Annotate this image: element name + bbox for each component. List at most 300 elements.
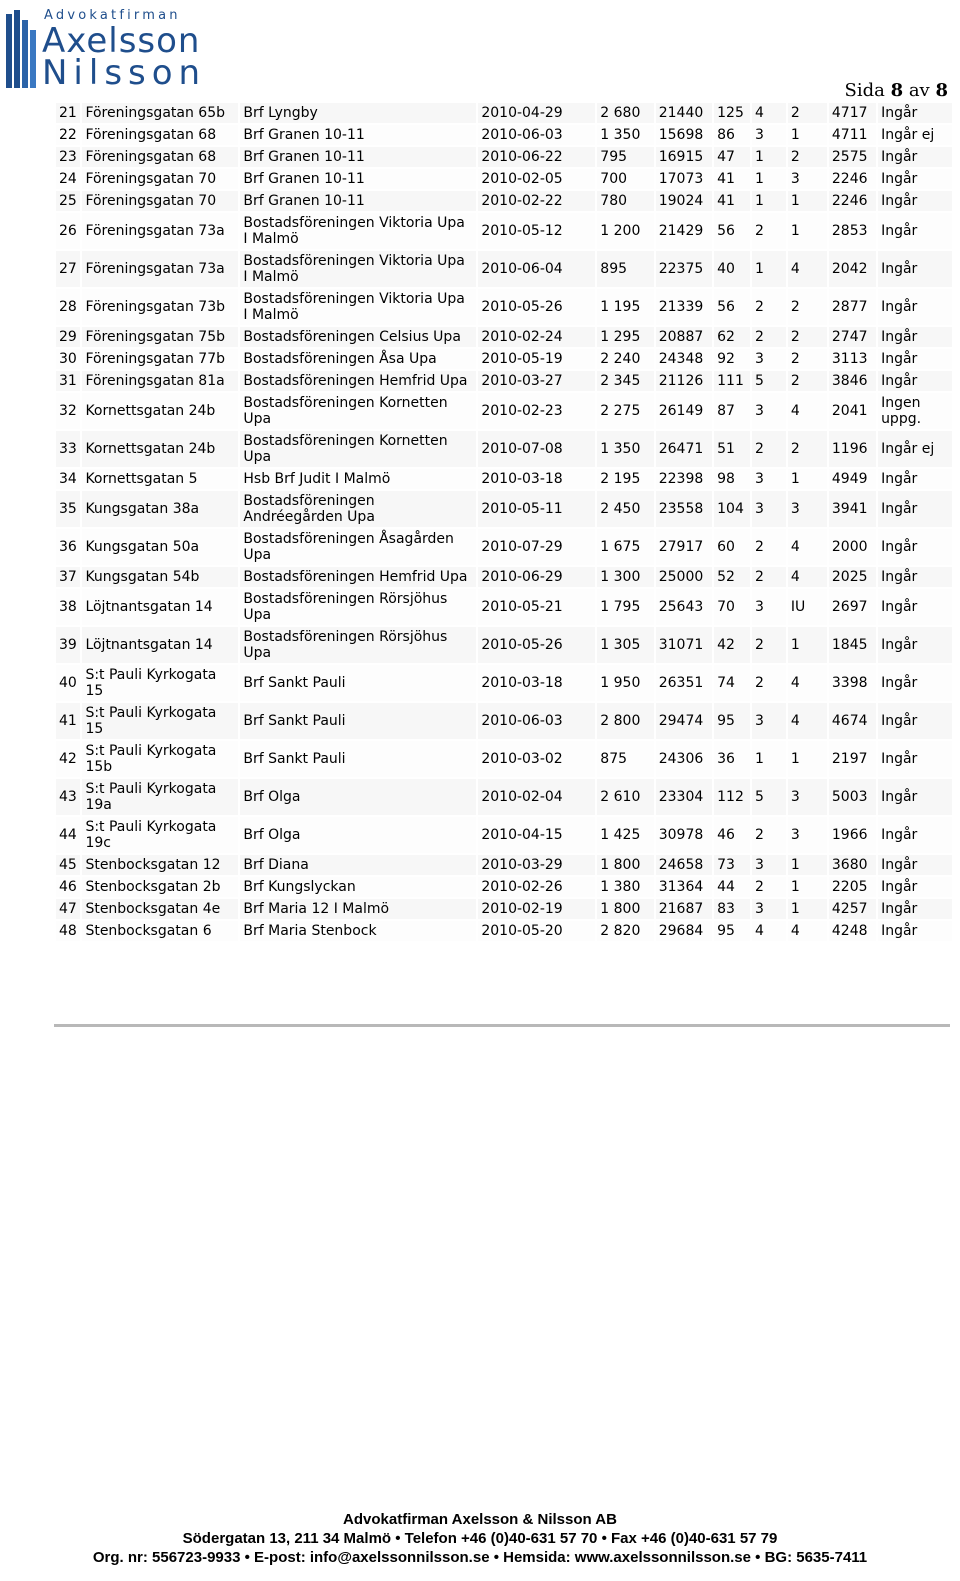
cell-floor: 4: [788, 393, 827, 429]
cell-rooms: 2: [752, 665, 786, 701]
table-row: [56, 103, 952, 123]
table-row: [56, 169, 952, 189]
cell-area: 2 240: [597, 349, 653, 369]
cell-date: 2010-03-02: [478, 741, 595, 777]
cell-floor: 1: [788, 213, 827, 249]
cell-size: 74: [714, 665, 750, 701]
cell-price-per-sqm: 21440: [656, 103, 712, 123]
cell-price-per-sqm: 23558: [656, 491, 712, 527]
cell-size: 125: [714, 103, 750, 123]
cell-association: Bostadsföreningen Viktoria Upa I Malmö: [240, 251, 476, 287]
cell-floor: 4: [788, 529, 827, 565]
cell-floor: 3: [788, 817, 827, 853]
table-row: [56, 431, 952, 467]
cell-size: 41: [714, 191, 750, 211]
cell-rooms: 4: [752, 103, 786, 123]
cell-status: Ingår: [878, 147, 952, 167]
cell-address: Föreningsgatan 81a: [82, 371, 238, 391]
cell-fee: 4949: [829, 469, 876, 489]
cell-rooms: 5: [752, 371, 786, 391]
cell-address: Föreningsgatan 73b: [82, 289, 238, 325]
cell-row-number: 37: [56, 567, 80, 587]
cell-row-number: 46: [56, 877, 80, 897]
cell-price-per-sqm: 29684: [656, 921, 712, 941]
cell-fee: 1966: [829, 817, 876, 853]
cell-fee: 1196: [829, 431, 876, 467]
cell-area: 2 275: [597, 393, 653, 429]
cell-rooms: 2: [752, 213, 786, 249]
cell-rooms: 2: [752, 877, 786, 897]
cell-fee: 1845: [829, 627, 876, 663]
table-row: [56, 491, 952, 527]
cell-date: 2010-02-22: [478, 191, 595, 211]
cell-floor: 1: [788, 469, 827, 489]
cell-floor: 1: [788, 191, 827, 211]
cell-area: 1 425: [597, 817, 653, 853]
cell-address: Föreningsgatan 75b: [82, 327, 238, 347]
cell-size: 40: [714, 251, 750, 287]
cell-floor: 1: [788, 877, 827, 897]
cell-association: Bostadsföreningen Hemfrid Upa: [240, 371, 476, 391]
cell-price-per-sqm: 21126: [656, 371, 712, 391]
cell-association: Hsb Brf Judit I Malmö: [240, 469, 476, 489]
cell-rooms: 2: [752, 529, 786, 565]
cell-price-per-sqm: 31364: [656, 877, 712, 897]
cell-floor: 1: [788, 627, 827, 663]
cell-date: 2010-06-22: [478, 147, 595, 167]
cell-date: 2010-05-21: [478, 589, 595, 625]
cell-area: 1 800: [597, 899, 653, 919]
table-row: [56, 289, 952, 325]
footer-contact: Org. nr: 556723-9933 • E-post: info@axelssonnilsson.se • Hemsida: www.axelssonnilsson.se • BG: 5635-7411: [92, 1549, 868, 1566]
cell-floor: 2: [788, 431, 827, 467]
logo-tagline: Advokatfirman: [44, 8, 181, 23]
cell-fee: 2853: [829, 213, 876, 249]
cell-area: 1 795: [597, 589, 653, 625]
table-row: [56, 779, 952, 815]
cell-association: Brf Olga: [240, 779, 476, 815]
cell-date: 2010-05-12: [478, 213, 595, 249]
cell-date: 2010-05-26: [478, 289, 595, 325]
cell-rooms: 3: [752, 349, 786, 369]
cell-floor: 2: [788, 327, 827, 347]
cell-row-number: 43: [56, 779, 80, 815]
cell-size: 56: [714, 213, 750, 249]
cell-fee: 2205: [829, 877, 876, 897]
cell-fee: 4248: [829, 921, 876, 941]
cell-rooms: 2: [752, 289, 786, 325]
cell-area: 2 450: [597, 491, 653, 527]
cell-row-number: 45: [56, 855, 80, 875]
cell-date: 2010-03-18: [478, 665, 595, 701]
cell-row-number: 39: [56, 627, 80, 663]
cell-fee: 2747: [829, 327, 876, 347]
cell-status: Ingår: [878, 103, 952, 123]
cell-floor: 1: [788, 899, 827, 919]
cell-association: Brf Maria Stenbock: [240, 921, 476, 941]
cell-association: Bostadsföreningen Rörsjöhus Upa: [240, 589, 476, 625]
cell-area: 1 350: [597, 125, 653, 145]
cell-size: 52: [714, 567, 750, 587]
cell-association: Brf Sankt Pauli: [240, 703, 476, 739]
cell-date: 2010-05-26: [478, 627, 595, 663]
cell-size: 73: [714, 855, 750, 875]
cell-rooms: 2: [752, 627, 786, 663]
cell-price-per-sqm: 21687: [656, 899, 712, 919]
cell-rooms: 2: [752, 431, 786, 467]
cell-association: Brf Granen 10-11: [240, 147, 476, 167]
cell-row-number: 26: [56, 213, 80, 249]
cell-rooms: 1: [752, 741, 786, 777]
cell-status: Ingår: [878, 817, 952, 853]
cell-row-number: 21: [56, 103, 80, 123]
cell-row-number: 28: [56, 289, 80, 325]
table-row: [56, 589, 952, 625]
cell-association: Brf Diana: [240, 855, 476, 875]
table-row: [56, 665, 952, 701]
cell-size: 104: [714, 491, 750, 527]
cell-area: 2 820: [597, 921, 653, 941]
cell-area: 2 610: [597, 779, 653, 815]
cell-address: Kungsgatan 54b: [82, 567, 238, 587]
cell-floor: 4: [788, 703, 827, 739]
cell-size: 47: [714, 147, 750, 167]
cell-address: Föreningsgatan 68: [82, 147, 238, 167]
cell-status: Ingår: [878, 169, 952, 189]
cell-row-number: 36: [56, 529, 80, 565]
cell-row-number: 34: [56, 469, 80, 489]
table-row: [56, 703, 952, 739]
table-row: [56, 393, 952, 429]
table-row: [56, 817, 952, 853]
cell-row-number: 40: [56, 665, 80, 701]
cell-status: Ingår: [878, 289, 952, 325]
cell-rooms: 3: [752, 125, 786, 145]
page-label: Sida: [844, 80, 885, 101]
cell-status: Ingår: [878, 349, 952, 369]
cell-date: 2010-06-04: [478, 251, 595, 287]
cell-address: S:t Pauli Kyrkogata 15: [82, 665, 238, 701]
cell-area: 1 200: [597, 213, 653, 249]
cell-association: Bostadsföreningen Celsius Upa: [240, 327, 476, 347]
cell-fee: 3941: [829, 491, 876, 527]
cell-association: Bostadsföreningen Kornetten Upa: [240, 393, 476, 429]
logo-word-axelsson: Axelsson: [42, 21, 201, 61]
cell-row-number: 44: [56, 817, 80, 853]
table-row: [56, 899, 952, 919]
cell-size: 36: [714, 741, 750, 777]
cell-address: S:t Pauli Kyrkogata 15: [82, 703, 238, 739]
cell-price-per-sqm: 22398: [656, 469, 712, 489]
cell-rooms: 3: [752, 855, 786, 875]
cell-address: S:t Pauli Kyrkogata 19a: [82, 779, 238, 815]
cell-status: Ingår: [878, 251, 952, 287]
cell-status: Ingår: [878, 469, 952, 489]
cell-date: 2010-02-05: [478, 169, 595, 189]
cell-size: 111: [714, 371, 750, 391]
cell-price-per-sqm: 26351: [656, 665, 712, 701]
cell-association: Bostadsföreningen Andréegården Upa: [240, 491, 476, 527]
cell-area: 1 350: [597, 431, 653, 467]
cell-rooms: 3: [752, 393, 786, 429]
cell-address: Kungsgatan 38a: [82, 491, 238, 527]
cell-floor: 2: [788, 371, 827, 391]
cell-floor: 1: [788, 741, 827, 777]
cell-fee: 2025: [829, 567, 876, 587]
logo-word-nilsson: Nilsson: [42, 53, 207, 93]
cell-area: 895: [597, 251, 653, 287]
cell-row-number: 32: [56, 393, 80, 429]
cell-floor: 2: [788, 289, 827, 325]
cell-floor: 1: [788, 855, 827, 875]
cell-association: Bostadsföreningen Viktoria Upa I Malmö: [240, 213, 476, 249]
cell-price-per-sqm: 31071: [656, 627, 712, 663]
cell-area: 1 300: [597, 567, 653, 587]
cell-date: 2010-02-04: [478, 779, 595, 815]
cell-status: Ingår: [878, 491, 952, 527]
cell-price-per-sqm: 26471: [656, 431, 712, 467]
cell-price-per-sqm: 29474: [656, 703, 712, 739]
cell-status: Ingår: [878, 213, 952, 249]
cell-floor: 3: [788, 491, 827, 527]
table-row: [56, 469, 952, 489]
table-body: [56, 103, 952, 941]
cell-fee: 2197: [829, 741, 876, 777]
cell-association: Brf Granen 10-11: [240, 125, 476, 145]
cell-price-per-sqm: 22375: [656, 251, 712, 287]
cell-size: 112: [714, 779, 750, 815]
cell-date: 2010-06-03: [478, 703, 595, 739]
cell-rooms: 3: [752, 899, 786, 919]
cell-size: 87: [714, 393, 750, 429]
cell-address: Stenbocksgatan 4e: [82, 899, 238, 919]
cell-fee: 4717: [829, 103, 876, 123]
cell-floor: 3: [788, 169, 827, 189]
cell-rooms: 1: [752, 251, 786, 287]
cell-address: Föreningsgatan 65b: [82, 103, 238, 123]
cell-address: Föreningsgatan 73a: [82, 213, 238, 249]
cell-row-number: 25: [56, 191, 80, 211]
firm-logo: [6, 4, 207, 93]
cell-area: 2 800: [597, 703, 653, 739]
cell-fee: 3398: [829, 665, 876, 701]
cell-floor: 2: [788, 147, 827, 167]
cell-row-number: 30: [56, 349, 80, 369]
cell-area: 2 345: [597, 371, 653, 391]
cell-association: Brf Sankt Pauli: [240, 741, 476, 777]
cell-floor: 3: [788, 779, 827, 815]
cell-fee: 2000: [829, 529, 876, 565]
table-row: [56, 741, 952, 777]
cell-row-number: 22: [56, 125, 80, 145]
cell-row-number: 41: [56, 703, 80, 739]
cell-rooms: 2: [752, 567, 786, 587]
page-of: av: [908, 80, 930, 101]
cell-date: 2010-07-08: [478, 431, 595, 467]
cell-association: Brf Maria 12 I Malmö: [240, 899, 476, 919]
cell-size: 83: [714, 899, 750, 919]
cell-rooms: 3: [752, 469, 786, 489]
cell-fee: 2575: [829, 147, 876, 167]
table-row: [56, 251, 952, 287]
cell-area: 2 195: [597, 469, 653, 489]
cell-date: 2010-07-29: [478, 529, 595, 565]
page-total: 8: [935, 80, 948, 101]
cell-area: 1 305: [597, 627, 653, 663]
cell-association: Brf Sankt Pauli: [240, 665, 476, 701]
cell-association: Brf Olga: [240, 817, 476, 853]
cell-row-number: 42: [56, 741, 80, 777]
cell-size: 51: [714, 431, 750, 467]
cell-address: Löjtnantsgatan 14: [82, 627, 238, 663]
cell-price-per-sqm: 26149: [656, 393, 712, 429]
cell-area: 1 380: [597, 877, 653, 897]
cell-size: 95: [714, 703, 750, 739]
logo-stripes-icon: [6, 10, 40, 90]
cell-rooms: 3: [752, 703, 786, 739]
cell-price-per-sqm: 25000: [656, 567, 712, 587]
footer: [0, 1510, 960, 1567]
table-row: [56, 877, 952, 897]
cell-area: 1 800: [597, 855, 653, 875]
cell-status: Ingen uppg.: [878, 393, 952, 429]
cell-date: 2010-02-24: [478, 327, 595, 347]
cell-status: Ingår: [878, 899, 952, 919]
cell-size: 95: [714, 921, 750, 941]
cell-price-per-sqm: 20887: [656, 327, 712, 347]
cell-area: 700: [597, 169, 653, 189]
cell-address: Föreningsgatan 77b: [82, 349, 238, 369]
cell-status: Ingår: [878, 703, 952, 739]
cell-status: Ingår: [878, 877, 952, 897]
table-row: [56, 327, 952, 347]
cell-association: Bostadsföreningen Hemfrid Upa: [240, 567, 476, 587]
cell-status: Ingår: [878, 371, 952, 391]
cell-fee: 4711: [829, 125, 876, 145]
sales-table: [54, 101, 954, 943]
cell-date: 2010-02-23: [478, 393, 595, 429]
cell-row-number: 27: [56, 251, 80, 287]
cell-date: 2010-02-26: [478, 877, 595, 897]
cell-floor: 4: [788, 567, 827, 587]
cell-status: Ingår: [878, 191, 952, 211]
cell-size: 46: [714, 817, 750, 853]
cell-fee: 2697: [829, 589, 876, 625]
cell-fee: 2246: [829, 169, 876, 189]
cell-row-number: 48: [56, 921, 80, 941]
cell-price-per-sqm: 25643: [656, 589, 712, 625]
cell-date: 2010-06-03: [478, 125, 595, 145]
cell-size: 62: [714, 327, 750, 347]
cell-fee: 2041: [829, 393, 876, 429]
table-row: [56, 529, 952, 565]
table-row: [56, 125, 952, 145]
cell-status: Ingår: [878, 855, 952, 875]
cell-association: Brf Granen 10-11: [240, 169, 476, 189]
cell-address: Stenbocksgatan 12: [82, 855, 238, 875]
cell-date: 2010-05-19: [478, 349, 595, 369]
cell-price-per-sqm: 17073: [656, 169, 712, 189]
cell-row-number: 47: [56, 899, 80, 919]
cell-date: 2010-04-29: [478, 103, 595, 123]
cell-address: Kornettsgatan 24b: [82, 431, 238, 467]
cell-row-number: 33: [56, 431, 80, 467]
cell-row-number: 38: [56, 589, 80, 625]
cell-address: Föreningsgatan 70: [82, 191, 238, 211]
cell-association: Bostadsföreningen Viktoria Upa I Malmö: [240, 289, 476, 325]
cell-date: 2010-05-11: [478, 491, 595, 527]
cell-area: 2 680: [597, 103, 653, 123]
cell-fee: 3113: [829, 349, 876, 369]
cell-address: Löjtnantsgatan 14: [82, 589, 238, 625]
table-row: [56, 855, 952, 875]
cell-floor: 2: [788, 349, 827, 369]
cell-address: Stenbocksgatan 6: [82, 921, 238, 941]
cell-rooms: 3: [752, 491, 786, 527]
cell-address: Kornettsgatan 5: [82, 469, 238, 489]
cell-address: Stenbocksgatan 2b: [82, 877, 238, 897]
cell-status: Ingår: [878, 665, 952, 701]
divider: [54, 1024, 950, 1027]
cell-floor: 4: [788, 251, 827, 287]
cell-row-number: 23: [56, 147, 80, 167]
cell-floor: 4: [788, 665, 827, 701]
cell-rooms: 3: [752, 589, 786, 625]
cell-rooms: 5: [752, 779, 786, 815]
cell-fee: 2246: [829, 191, 876, 211]
cell-association: Brf Lyngby: [240, 103, 476, 123]
footer-address: Södergatan 13, 211 34 Malmö • Telefon +46 (0)40-631 57 70 • Fax +46 (0)40-631 57 79: [182, 1530, 778, 1547]
cell-status: Ingår: [878, 921, 952, 941]
cell-status: Ingår: [878, 529, 952, 565]
cell-status: Ingår: [878, 327, 952, 347]
cell-rooms: 2: [752, 817, 786, 853]
cell-status: Ingår: [878, 567, 952, 587]
cell-fee: 3680: [829, 855, 876, 875]
cell-status: Ingår: [878, 589, 952, 625]
cell-fee: 2877: [829, 289, 876, 325]
cell-rooms: 1: [752, 191, 786, 211]
cell-fee: 4674: [829, 703, 876, 739]
cell-area: 1 675: [597, 529, 653, 565]
cell-size: 60: [714, 529, 750, 565]
cell-date: 2010-03-18: [478, 469, 595, 489]
cell-floor: IU: [788, 589, 827, 625]
cell-date: 2010-04-15: [478, 817, 595, 853]
cell-price-per-sqm: 24658: [656, 855, 712, 875]
cell-price-per-sqm: 24348: [656, 349, 712, 369]
cell-price-per-sqm: 21339: [656, 289, 712, 325]
cell-date: 2010-05-20: [478, 921, 595, 941]
table-row: [56, 627, 952, 663]
cell-size: 98: [714, 469, 750, 489]
cell-size: 92: [714, 349, 750, 369]
cell-association: Bostadsföreningen Åsa Upa: [240, 349, 476, 369]
cell-floor: 4: [788, 921, 827, 941]
cell-price-per-sqm: 16915: [656, 147, 712, 167]
page-current: 8: [890, 80, 904, 101]
cell-price-per-sqm: 15698: [656, 125, 712, 145]
cell-fee: 3846: [829, 371, 876, 391]
table-row: [56, 147, 952, 167]
cell-address: Föreningsgatan 73a: [82, 251, 238, 287]
cell-status: Ingår: [878, 627, 952, 663]
footer-company: Advokatfirman Axelsson & Nilsson AB: [343, 1511, 617, 1528]
cell-area: 780: [597, 191, 653, 211]
cell-area: 1 295: [597, 327, 653, 347]
cell-size: 86: [714, 125, 750, 145]
cell-date: 2010-06-29: [478, 567, 595, 587]
